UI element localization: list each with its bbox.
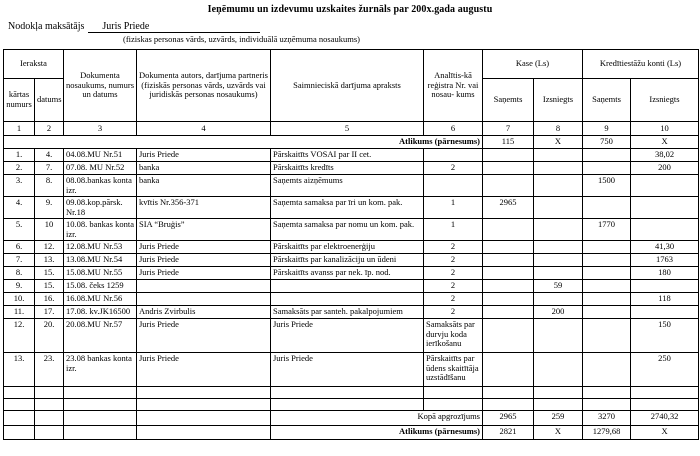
journal-row [4,353,699,387]
cell-nr: 11. [4,306,35,319]
cell-apraksts: Pārskaitīts avanss par nek. īp. nod. [271,267,424,280]
cell-autors: Juris Priede [137,353,271,387]
cell-registrs: 2 [424,241,483,254]
totals-kase-sanemts: 2965 [483,411,534,426]
cell-datums: 15. [35,267,64,280]
cell-kredits-sanemts [583,149,631,162]
taxpayer-name: Juris Priede [88,21,260,33]
cell-kredits-izsniegts: 38,02 [631,149,699,162]
cell-kase-izsniegts [534,197,583,219]
cell-autors: kvītis Nr.356-371 [137,197,271,219]
cell-kredits-izsniegts [631,306,699,319]
cell-autors: Juris Priede [137,267,271,280]
taxpayer-line [8,21,700,33]
cell-nr: 8. [4,267,35,280]
cell-kase-sanemts [483,267,534,280]
cell-dokuments: 04.08.MU Nr.51 [64,149,137,162]
cell-datums: 4. [35,149,64,162]
cell-dokuments: 20.08.MU Nr.57 [64,319,137,353]
closing-balance-label: Atlikums (pārnesums) [271,426,483,440]
cell-datums: 9. [35,197,64,219]
cell-autors: Juris Priede [137,149,271,162]
cell-kase-izsniegts [534,241,583,254]
cell-kase-izsniegts [534,293,583,306]
cell-dokuments: 08.08.bankas konta izr. [64,175,137,197]
header-ieraksta: Ieraksta [4,50,64,79]
cell-kase-sanemts [483,149,534,162]
cell-kredits-izsniegts: 150 [631,319,699,353]
column-number: 3 [64,122,137,136]
opening-balance-label: Atlikums (pārnesums) [4,136,483,149]
cell-dokuments: 15.08. čeks 1259 [64,280,137,293]
header-kredits-sanemts: Saņemts [583,79,631,122]
cell-kredits-izsniegts: 200 [631,162,699,175]
cell-apraksts: Saņemta samaksa par nomu un kom. pak. [271,219,424,241]
column-number: 6 [424,122,483,136]
cell-apraksts: Pārskaitīts par kanalizāciju un ūdeni [271,254,424,267]
cell-autors: banka [137,162,271,175]
cell-registrs: 1 [424,197,483,219]
header-kase-sanemts: Saņemts [483,79,534,122]
cell-kase-izsniegts [534,319,583,353]
journal-table [3,49,699,440]
cell-autors: Juris Priede [137,254,271,267]
cell-kase-izsniegts [534,219,583,241]
column-number: 8 [534,122,583,136]
cell-dokuments: 13.08.MU Nr.54 [64,254,137,267]
header-kreditiestazu-group: Kredītiestāžu konti (Ls) [583,50,699,79]
opening-balance-row [4,136,699,149]
column-number: 5 [271,122,424,136]
header-darijuma-apraksts: Saimnieciskā darījuma apraksts [271,50,424,122]
cell-kredits-izsniegts: 1763 [631,254,699,267]
opening-kase-sanemts: 115 [483,136,534,149]
cell-datums: 10 [35,219,64,241]
cell-nr: 13. [4,353,35,387]
cell-autors: SIA “Bruģis” [137,219,271,241]
cell-kredits-sanemts [583,319,631,353]
cell-apraksts: Pārskaitīts kredīts [271,162,424,175]
cell-kase-izsniegts: 59 [534,280,583,293]
journal-row [4,267,699,280]
cell-kase-sanemts [483,353,534,387]
cell-nr: 3. [4,175,35,197]
cell-datums: 16. [35,293,64,306]
cell-kase-sanemts [483,319,534,353]
cell-kredits-sanemts [583,353,631,387]
cell-datums: 7. [35,162,64,175]
closing-kredits-izsniegts: X [631,426,699,440]
closing-kase-izsniegts: X [534,426,583,440]
cell-autors [137,293,271,306]
cell-dokuments: 07.08. MU Nr.52 [64,162,137,175]
cell-kase-izsniegts: 200 [534,306,583,319]
cell-kredits-sanemts [583,197,631,219]
cell-registrs: 2 [424,280,483,293]
cell-kase-sanemts [483,219,534,241]
totals-kredits-sanemts: 3270 [583,411,631,426]
column-numbers-row [4,122,699,136]
opening-kredits-sanemts: 750 [583,136,631,149]
header-dokumenta-nosaukums: Dokumenta nosaukums, numurs un datums [64,50,137,122]
totals-row [4,411,699,426]
cell-apraksts: Juris Priede [271,319,424,353]
cell-dokuments: 16.08.MU Nr.56 [64,293,137,306]
cell-nr: 7. [4,254,35,267]
cell-kase-sanemts [483,175,534,197]
journal-row [4,293,699,306]
cell-kredits-izsniegts: 180 [631,267,699,280]
totals-label: Kopā apgrozījums [271,411,483,426]
summary-section [4,387,699,440]
cell-kredits-sanemts: 1500 [583,175,631,197]
cell-kredits-sanemts [583,280,631,293]
cell-kredits-izsniegts [631,175,699,197]
cell-registrs: 2 [424,293,483,306]
empty-row [4,399,699,411]
cell-kase-sanemts [483,280,534,293]
cell-kredits-sanemts [583,241,631,254]
cell-kredits-sanemts [583,306,631,319]
journal-row [4,280,699,293]
journal-row [4,241,699,254]
cell-datums: 12. [35,241,64,254]
cell-kase-izsniegts [534,267,583,280]
cell-autors: Andris Zvirbulis [137,306,271,319]
cell-registrs [424,175,483,197]
cell-nr: 9. [4,280,35,293]
cell-kredits-izsniegts [631,197,699,219]
cell-kredits-izsniegts: 118 [631,293,699,306]
cell-autors: banka [137,175,271,197]
closing-kredits-sanemts: 1279,68 [583,426,631,440]
header-analitiska-registra: Analītis-kā reģistra Nr. vai nosau- kums [424,50,483,122]
journal-row [4,254,699,267]
cell-kase-izsniegts [534,162,583,175]
cell-registrs: Pārskaitīts par ūdens skaitītāja uzstādīšanu [424,353,483,387]
cell-apraksts: Juris Priede [271,353,424,387]
journal-row [4,162,699,175]
cell-datums: 15. [35,280,64,293]
journal-row [4,197,699,219]
cell-kase-izsniegts [534,175,583,197]
taxpayer-label: Nodokļa maksātājs [8,21,85,32]
closing-balance-row [4,426,699,440]
cell-kredits-izsniegts [631,219,699,241]
cell-kredits-sanemts [583,162,631,175]
cell-dokuments: 17.08. kv.JK16500 [64,306,137,319]
cell-dokuments: 15.08.MU Nr.55 [64,267,137,280]
column-number: 10 [631,122,699,136]
cell-apraksts: Saņemta samaksa par īri un kom. pak. [271,197,424,219]
header-kartas-numurs: kārtas numurs [4,79,35,122]
totals-kredits-izsniegts: 2740,32 [631,411,699,426]
totals-kase-izsniegts: 259 [534,411,583,426]
journal-row [4,319,699,353]
cell-apraksts [271,293,424,306]
cell-nr: 5. [4,219,35,241]
header-datums: datums [35,79,64,122]
column-number: 7 [483,122,534,136]
page-title: Ieņēmumu un izdevumu uzskaites žurnāls par 200x.gada augustu [207,4,493,15]
column-number: 4 [137,122,271,136]
empty-row [4,387,699,399]
closing-kase-sanemts: 2821 [483,426,534,440]
cell-registrs: 2 [424,254,483,267]
cell-kase-sanemts [483,241,534,254]
column-number: 1 [4,122,35,136]
cell-apraksts: Pārskaitīts par elektroenerģiju [271,241,424,254]
taxpayer-hint: (fiziskas personas vārds, uzvārds, individuālā uzņēmuma nosaukums) [123,34,360,44]
cell-registrs: 1 [424,219,483,241]
cell-datums: 8. [35,175,64,197]
column-number: 2 [35,122,64,136]
cell-nr: 2. [4,162,35,175]
table-header [4,50,699,136]
header-kredits-izsniegts: Izsniegts [631,79,699,122]
cell-kase-sanemts [483,162,534,175]
cell-kase-izsniegts [534,353,583,387]
cell-dokuments: 23.08 bankas konta izr. [64,353,137,387]
opening-kredits-izsniegts: X [631,136,699,149]
header-dokumenta-autors: Dokumenta autors, darījuma partneris (fiziskās personas vārds, uzvārds vai juridiskās personas nosaukums) [137,50,271,122]
cell-nr: 12. [4,319,35,353]
header-kase-group: Kase (Ls) [483,50,583,79]
cell-nr: 10. [4,293,35,306]
cell-kredits-sanemts: 1770 [583,219,631,241]
cell-registrs: 2 [424,306,483,319]
cell-apraksts [271,280,424,293]
cell-kase-sanemts [483,254,534,267]
journal-row [4,149,699,162]
cell-kase-sanemts [483,293,534,306]
cell-datums: 13. [35,254,64,267]
cell-registrs [424,149,483,162]
cell-kase-izsniegts [534,149,583,162]
cell-datums: 20. [35,319,64,353]
journal-row [4,219,699,241]
cell-apraksts: Pārskaitīts VOSAI par II cet. [271,149,424,162]
cell-kredits-izsniegts: 41,30 [631,241,699,254]
cell-nr: 4. [4,197,35,219]
cell-kredits-izsniegts: 250 [631,353,699,387]
cell-kredits-izsniegts [631,280,699,293]
cell-autors: Juris Priede [137,319,271,353]
journal-rows [4,149,699,387]
cell-dokuments: 09.08.kop.pārsk. Nr.18 [64,197,137,219]
cell-registrs: 2 [424,267,483,280]
cell-kase-izsniegts [534,254,583,267]
cell-nr: 1. [4,149,35,162]
header-kase-izsniegts: Izsniegts [534,79,583,122]
opening-kase-izsniegts: X [534,136,583,149]
cell-autors [137,280,271,293]
cell-kase-sanemts: 2965 [483,197,534,219]
cell-datums: 23. [35,353,64,387]
cell-kase-sanemts [483,306,534,319]
journal-row [4,175,699,197]
cell-nr: 6. [4,241,35,254]
cell-kredits-sanemts [583,267,631,280]
cell-datums: 17. [35,306,64,319]
cell-dokuments: 10.08. bankas konta izr. [64,219,137,241]
cell-registrs: Samaksāts par durvju koda ierīkošanu [424,319,483,353]
cell-apraksts: Saņemts aizņēmums [271,175,424,197]
cell-dokuments: 12.08.MU Nr.53 [64,241,137,254]
column-number: 9 [583,122,631,136]
cell-registrs: 2 [424,162,483,175]
journal-row [4,306,699,319]
cell-kredits-sanemts [583,293,631,306]
cell-kredits-sanemts [583,254,631,267]
cell-apraksts: Samaksāts par santeh. pakalpojumiem [271,306,424,319]
cell-autors: Juris Priede [137,241,271,254]
